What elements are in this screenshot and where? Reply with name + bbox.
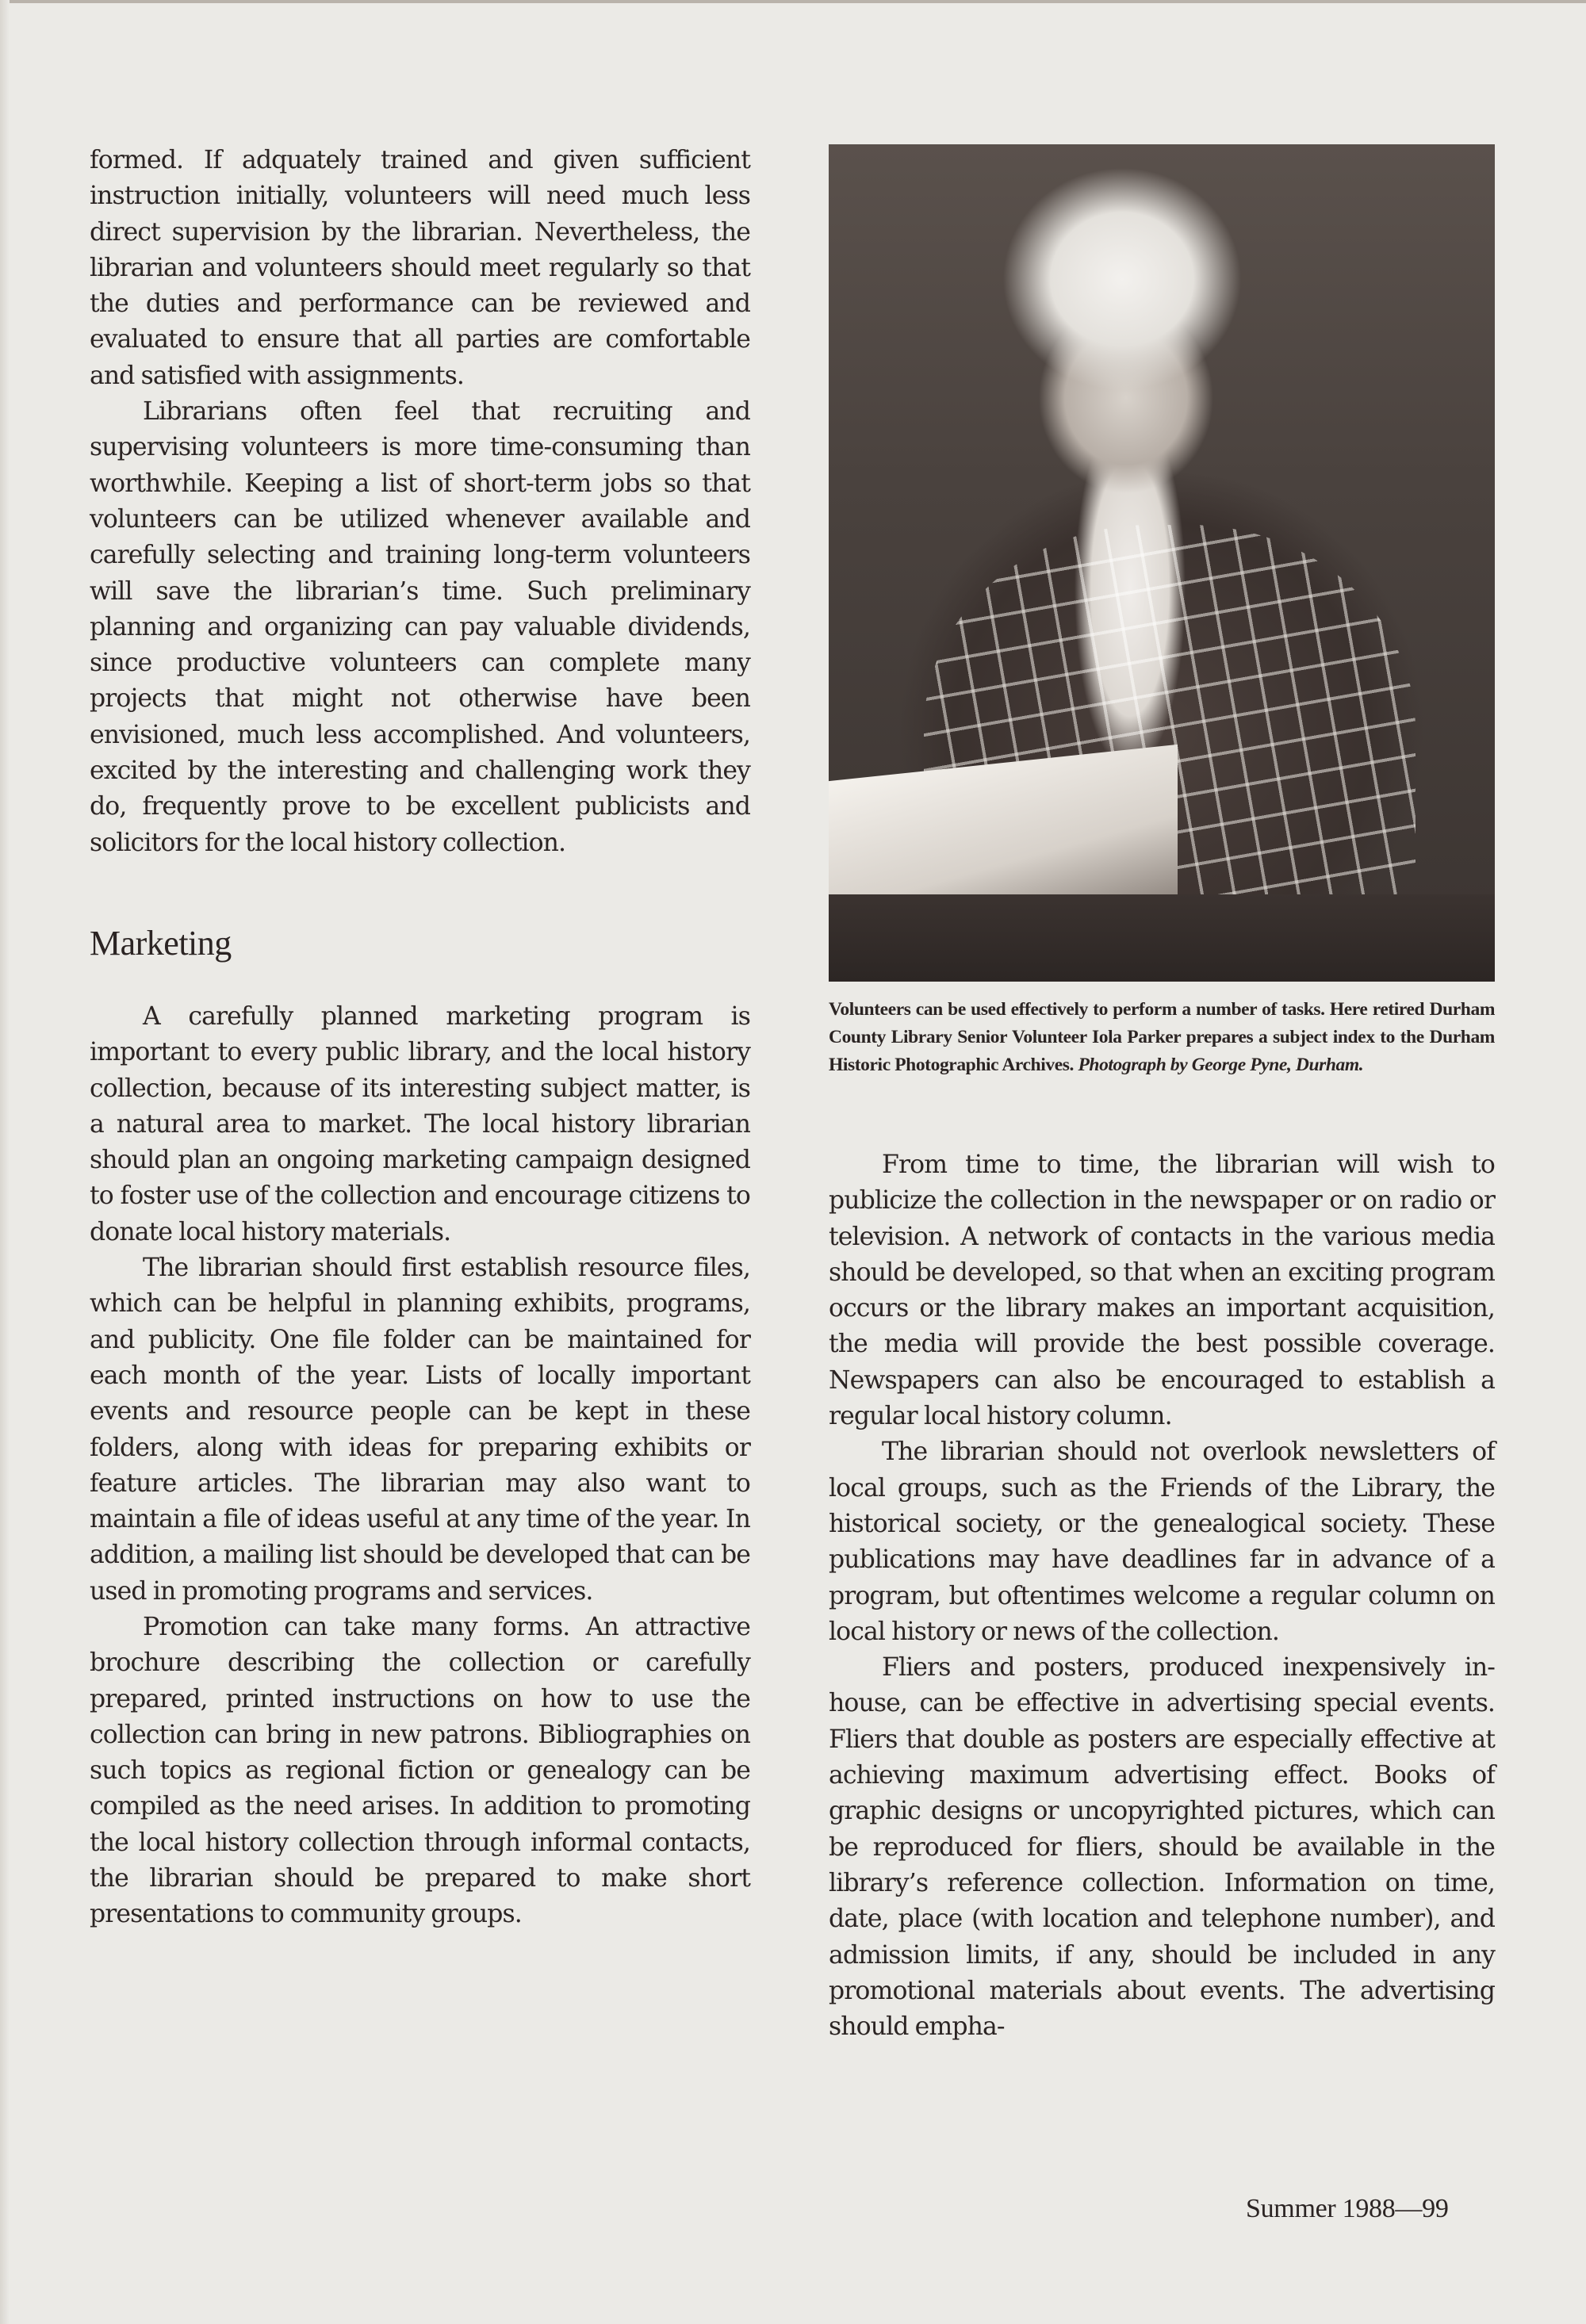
paragraph: From time to time, the librarian will wish to publicize the collection in the newspaper or on radio or television. A network of contacts in the various media should be developed, so that when an exciting program occurs or the library makes an important acquisition, the media will provide the best possible coverage. Newspapers can also be encouraged to establish a regular local history column.	[829, 1151, 1495, 1431]
paragraph: Fliers and posters, produced inexpensively in-house, can be effective in advertising special events. Fliers that double as posters are especially effective at achieving maximum advertising effect. Books of graphic designs or uncopyrighted pictures, which can be reproduced for fliers, should be available in the library’s reference collection. Information on time, date, place (with location and telephone number), and admission limits, if any, should be included in any promotional materials about events. The advertising should empha-	[829, 1653, 1495, 2042]
page-edge	[0, 0, 1586, 3]
paragraph: A carefully planned marketing program is important to every public library, and the local history collection, because of its interesting subject matter, is a natural area to market. The local history librarian should plan an ongoing marketing campaign designed to foster use of the collection and encourage citizens to donate local history materials.	[90, 1001, 750, 1246]
paragraph: Librarians often feel that recruiting and supervising volunteers is more time-consuming than worthwhile. Keeping a list of short-term jobs so that volunteers can be utilized whenever available and carefully selecting and training long-term volunteers will save the librarian’s time. Such preliminary planning and organizing can pay valuable dividends, since productive volunteers can complete many projects that might not otherwise have been envisioned, much less accomplished. And volunteers, excited by the interesting and challenging work they do, frequently prove to be excellent publicists and solicitors for the local history collection.	[90, 397, 750, 857]
paragraph: The librarian should not overlook newsletters of local groups, such as the Friends of the Library, the historical society, or the genealogical society. These publications may have deadlines far in advance of a program, but oftentimes welcome a regular column on local history or news of the collection.	[829, 1438, 1495, 1646]
paragraph: The librarian should first establish resource files, which can be helpful in planning exhibits, programs, and publicity. One file folder can be maintained for each month of the year. Lists of locally important events and resource people can be kept in these folders, along with ideas for preparing exhibits or feature articles. The librarian may also want to maintain a file of ideas useful at any time of the year. In addition, a mailing list should be developed that can be used in promoting programs and services.	[90, 1254, 750, 1606]
right-column	[829, 143, 1495, 2045]
section-heading-marketing: Marketing	[90, 923, 232, 963]
paragraph: formed. If adquately trained and given sufficient instruction initially, volunteers will need much less direct supervision by the librarian. Nevertheless, the librarian and volunteers should meet regularly so that the duties and performance can be reviewed and evaluated to ensure that all parties are comfortable and satisfied with assignments.	[90, 146, 750, 390]
photo-caption	[829, 996, 1495, 1079]
caption-text: Volunteers can be used effectively to perform a number of tasks. Here retired Durham County Library Senior Volunteer Iola Parker prepares a subject index to the Durham Historic Photographic Archives.	[829, 999, 1495, 1075]
page-folio: Summer 1988—99	[1246, 2194, 1449, 2223]
photo-credit: Photograph by George Pyne, Durham.	[1078, 1055, 1364, 1075]
desk-shape	[829, 894, 1495, 982]
left-column	[90, 143, 750, 1933]
paragraph: Promotion can take many forms. An attractive brochure describing the collection or carefully prepared, printed instructions on how to use the collection can bring in new patrons. Bibliographies on such topics as regional fiction or genealogy can be compiled as the need arises. In addition to promoting the local history collection through informal contacts, the librarian should be prepared to make short presentations to community groups.	[90, 1612, 750, 1929]
page-gutter-shadow	[0, 0, 10, 2324]
volunteer-photograph	[829, 144, 1495, 982]
